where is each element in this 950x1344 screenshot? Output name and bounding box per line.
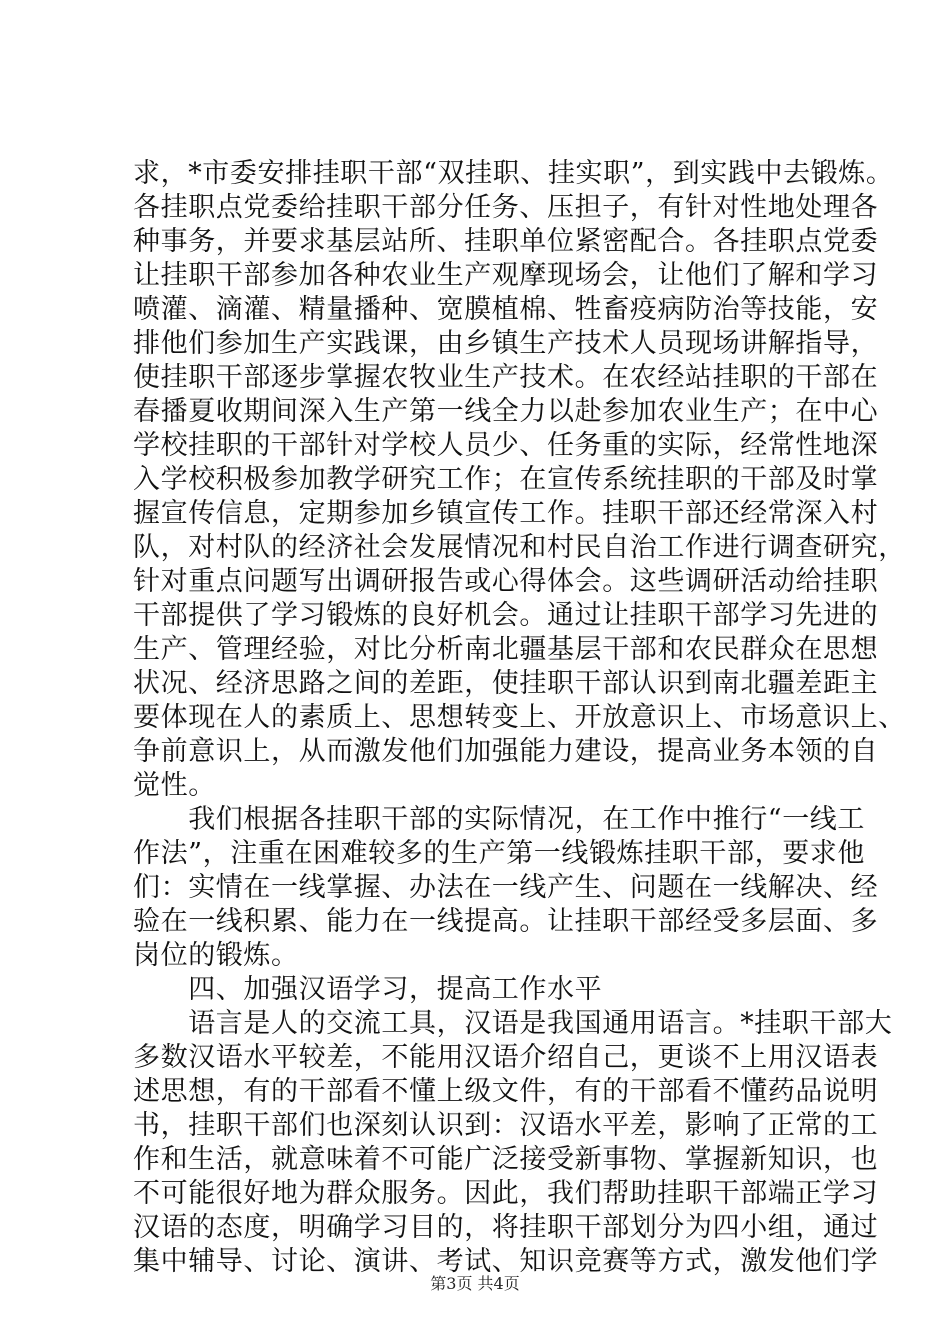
page-footer <box>0 1271 950 1294</box>
text-line: 针对重点问题写出调研报告或心得体会。这些调研活动给挂职 <box>133 566 879 597</box>
text-line: 种事务，并要求基层站所、挂职单位紧密配合。各挂职点党委 <box>133 226 879 257</box>
text-line: 汉语的态度，明确学习目的，将挂职干部划分为四小组，通过 <box>133 1212 879 1243</box>
text-line: 作法”，注重在困难较多的生产第一线锻炼挂职干部，要求他 <box>133 838 866 869</box>
text-line: 书，挂职干部们也深刻认识到：汉语水平差，影响了正常的工 <box>133 1110 879 1141</box>
text-line: 排他们参加生产实践课，由乡镇生产技术人员现场讲解指导， <box>133 328 879 359</box>
text-line: 我们根据各挂职干部的实际情况，在工作中推行“一线工 <box>133 804 866 835</box>
text-line: 干部提供了学习锻炼的良好机会。通过让挂职干部学习先进的 <box>133 600 879 631</box>
text-line: 春播夏收期间深入生产第一线全力以赴参加农业生产；在中心 <box>133 396 879 427</box>
text-line: 队，对村队的经济社会发展情况和村民自治工作进行调查研究， <box>133 532 906 563</box>
text-line: 状况、经济思路之间的差距，使挂职干部认识到南北疆差距主 <box>133 668 879 699</box>
text-line: 验在一线积累、能力在一线提高。让挂职干部经受多层面、多 <box>133 906 879 937</box>
text-line: 集中辅导、讨论、演讲、考试、知识竞赛等方式，激发他们学 <box>133 1246 879 1277</box>
text-line: 求，*市委安排挂职干部“双挂职、挂实职”，到实践中去锻炼。 <box>133 158 894 189</box>
text-line: 岗位的锻炼。 <box>133 940 299 971</box>
text-line: 生产、管理经验，对比分析南北疆基层干部和农民群众在思想 <box>133 634 879 665</box>
text-line: 要体现在人的素质上、思想转变上、开放意识上、市场意识上、 <box>133 702 906 733</box>
text-line: 入学校积极参加教学研究工作；在宣传系统挂职的干部及时掌 <box>133 464 879 495</box>
text-line: 们：实情在一线掌握、办法在一线产生、问题在一线解决、经 <box>133 872 879 903</box>
text-line: 让挂职干部参加各种农业生产观摩现场会，让他们了解和学习 <box>133 260 879 291</box>
text-line: 语言是人的交流工具，汉语是我国通用语言。*挂职干部大 <box>133 1008 893 1039</box>
document-body <box>133 157 906 1279</box>
text-line: 争前意识上，从而激发他们加强能力建设，提高业务本领的自 <box>133 736 879 767</box>
text-line: 作和生活，就意味着不可能广泛接受新事物、掌握新知识，也 <box>133 1144 879 1175</box>
text-line: 喷灌、滴灌、精量播种、宽膜植棉、牲畜疫病防治等技能，安 <box>133 294 879 325</box>
text-line: 学校挂职的干部针对学校人员少、任务重的实际，经常性地深 <box>133 430 879 461</box>
text-line: 述思想，有的干部看不懂上级文件，有的干部看不懂药品说明 <box>133 1076 879 1107</box>
text-line: 各挂职点党委给挂职干部分任务、压担子，有针对性地处理各 <box>133 192 879 223</box>
text-line: 使挂职干部逐步掌握农牧业生产技术。在农经站挂职的干部在 <box>133 362 879 393</box>
page-number: 第3页 共4页 <box>430 1274 520 1293</box>
section-heading: 四、加强汉语学习，提高工作水平 <box>133 974 603 1005</box>
text-line: 多数汉语水平较差，不能用汉语介绍自己，更谈不上用汉语表 <box>133 1042 879 1073</box>
text-line: 握宣传信息，定期参加乡镇宣传工作。挂职干部还经常深入村 <box>133 498 879 529</box>
text-line: 不可能很好地为群众服务。因此，我们帮助挂职干部端正学习 <box>133 1178 879 1209</box>
text-line: 觉性。 <box>133 770 216 801</box>
